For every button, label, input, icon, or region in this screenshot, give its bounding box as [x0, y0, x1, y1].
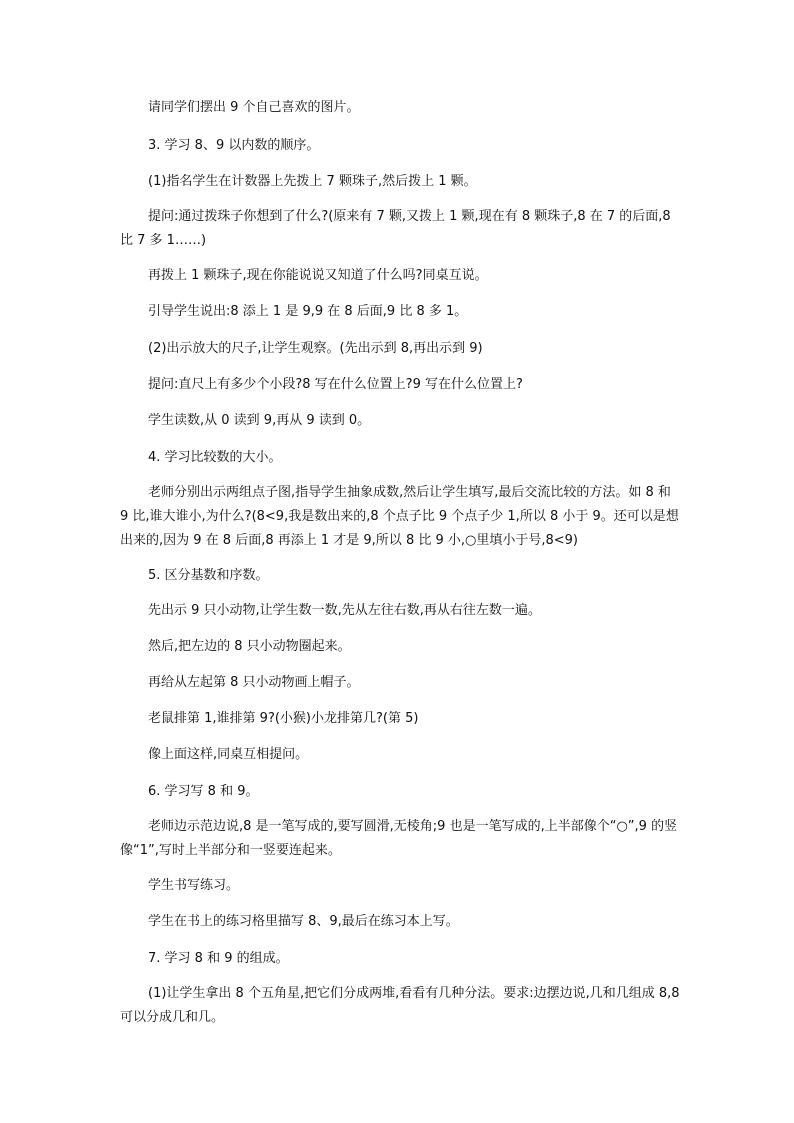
paragraph-5: 再拨上 1 颗珠子,现在你能说说又知道了什么吗?同桌互说。	[148, 268, 488, 283]
heading-4: 4. 学习比较数的大小。	[148, 450, 282, 465]
heading-6: 6. 学习写 8 和 9。	[148, 784, 259, 799]
paragraph-19: 老师边示范边说,8 是一笔写成的,要写圆滑,无棱角;9 也是一笔写成的,上半部像个“○”,9 的竖像“1”,写时上半部分和一竖要连起来。	[120, 819, 678, 858]
paragraph-21: 学生在书上的练习格里描写 8、9,最后在练习本上写。	[148, 914, 459, 929]
paragraph-7: (2)出示放大的尺子,让学生观察。(先出示到 8,再出示到 9)	[148, 341, 483, 356]
heading-5: 5. 区分基数和序数。	[148, 568, 269, 583]
paragraph-8: 提问:直尺上有多少个小段?8 写在什么位置上?9 写在什么位置上?	[148, 377, 523, 392]
paragraph-17: 像上面这样,同桌互相提问。	[148, 747, 309, 762]
paragraph-15: 再给从左起第 8 只小动物画上帽子。	[148, 675, 360, 690]
paragraph-14: 然后,把左边的 8 只小动物圈起来。	[148, 639, 351, 654]
paragraph-11: 老师分别出示两组点子图,指导学生抽象成数,然后让学生填写,最后交流比较的方法。如 8 和 9 比,谁大谁小,为什么?(8<9,我是数出来的,8 个点子比 9 个点子少 1,所以 8 小于 9。还可以是想出来的,因为 9 在 8 后面,8 再添上 1 才是 9,所以 8 比 9 小,○里填小于号,8<9)	[120, 485, 679, 548]
paragraph-1: 请同学们摆出 9 个自己喜欢的图片。	[148, 100, 360, 115]
paragraph-3: (1)指名学生在计数器上先拨上 7 颗珠子,然后拨上 1 颗。	[148, 174, 477, 189]
paragraph-16: 老鼠排第 1,谁排第 9?(小猴)小龙排第几?(第 5)	[148, 711, 419, 726]
heading-7: 7. 学习 8 和 9 的组成。	[148, 951, 289, 966]
heading-3: 3. 学习 8、9 以内数的顺序。	[148, 138, 320, 153]
paragraph-13: 先出示 9 只小动物,让学生数一数,先从左往右数,再从右往左数一遍。	[148, 603, 541, 618]
paragraph-9: 学生读数,从 0 读到 9,再从 9 读到 0。	[148, 413, 371, 428]
paragraph-6: 引导学生说出:8 添上 1 是 9,9 在 8 后面,9 比 8 多 1。	[148, 304, 468, 319]
paragraph-4: 提问:通过拨珠子你想到了什么?(原来有 7 颗,又拨上 1 颗,现在有 8 颗珠子,8 在 7 的后面,8 比 7 多 1……)	[120, 209, 671, 248]
paragraph-20: 学生书写练习。	[148, 878, 240, 893]
paragraph-23: (1)让学生拿出 8 个五角星,把它们分成两堆,看看有几种分法。要求:边摆边说,几和几组成 8,8 可以分成几和几。	[120, 986, 680, 1025]
